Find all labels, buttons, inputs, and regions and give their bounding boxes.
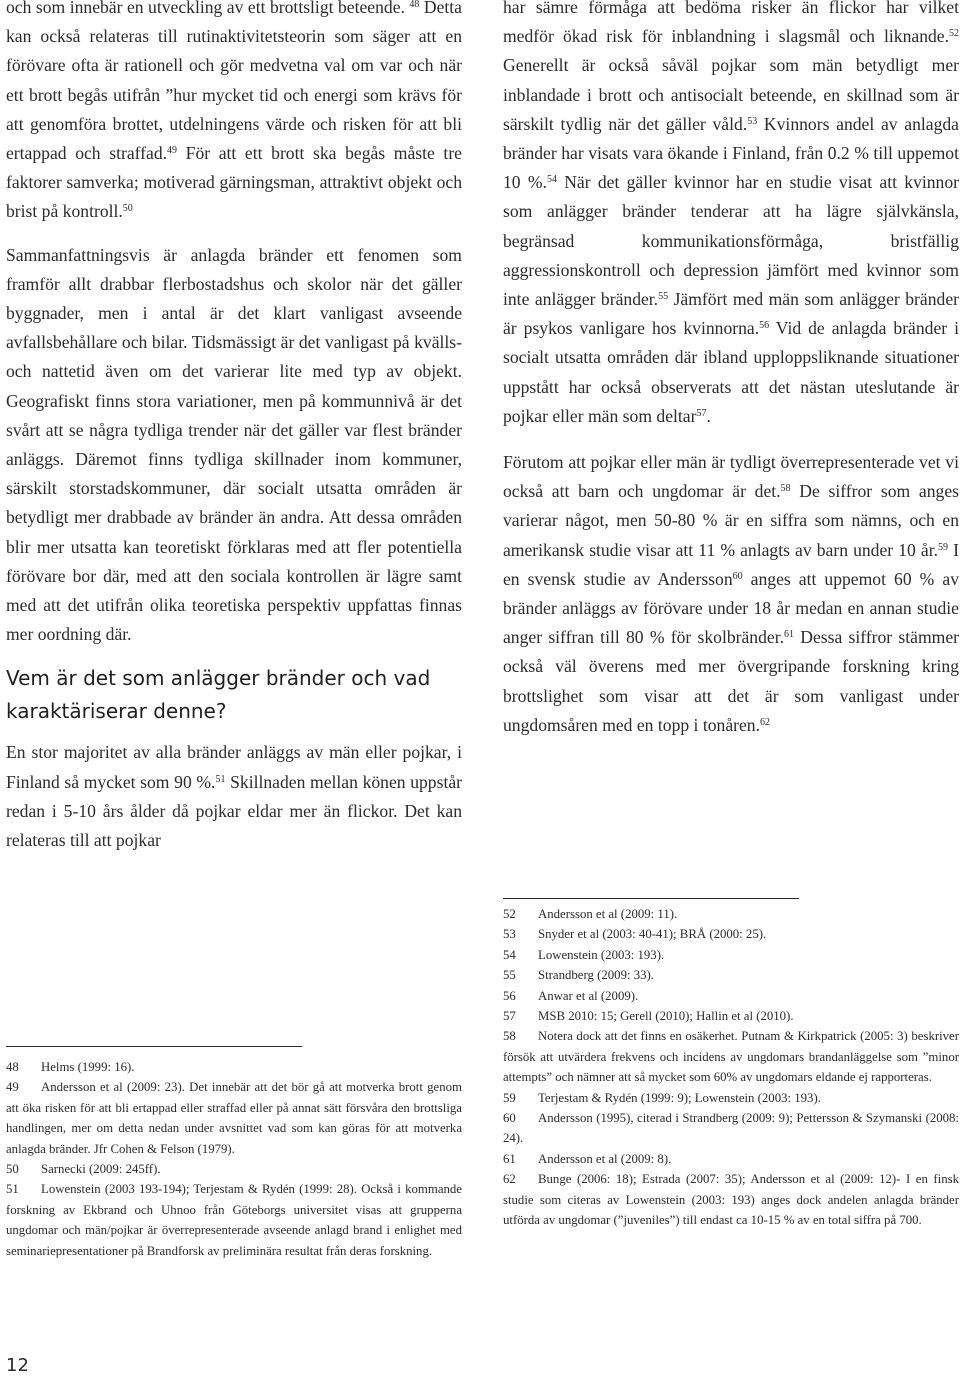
- footnote: 56 Anwar et al (2009).: [503, 988, 639, 1003]
- left-paragraph-1: och som innebär en utveckling av ett brottsligt beteende. $^{48}$ Detta kan också relateras till rutinaktivitetsteorin som säger att en förövare ofta är rationell och gör medvetna val om var och när ett brott begås utifrån ”hur mycket tid och energi som krävs för att genomföra brottet, utdelningens värde och risken för att bli ertappad och straffad.$^{49}$ För att ett brott ska begås måste tre faktorer samverka; motiverad gärningsman, attraktivt objekt och brist på kontroll.$^{50}$: [6, 0, 462, 222]
- right-paragraph-1: har sämre förmåga att bedöma risker än flickor har vilket medför ökad risk för inblandning i slagsmål och liknande.$^{52}$ Generellt är också såväl pojkar som män betydligt mer inblandade i brott och antisocialt beteende, en skillnad som är särskilt tydlig när det gäller våld.$^{53}$ Kvinnors andel av anlagda bränder har visats vara ökande i Finland, från 0.2 % till uppemot 10 %.$^{54}$ När det gäller kvinnor har en studie visat att kvinnor som anlägger bränder tenderar att ha lägre självkänsla, begränsad kommunikationsförmåga, bristfällig aggressionskontroll och depression jämfört med kvinnor som inte anlägger bränder.$^{55}$ Jämfört med män som anlägger bränder är psykos vanligare hos kvinnorna.$^{56}$ Vid de anlagda bränder i socialt utsatta områden där ibland upploppsliknande situationer uppstått har också observerats att det nästan uteslutande är pojkar eller män som deltar$^{57}$.: [503, 0, 960, 426]
- footnote: 60 Andersson (1995), citerad i Strandberg (2009: 9); Pettersson & Szymanski (2008: 24).: [503, 1111, 959, 1146]
- right-paragraph-2: Förutom att pojkar eller män är tydligt överrepresenterade vet vi också att barn och ungdomar är det.$^{58}$ De siffror som anges varierar något, men 50-80 % är en siffra som nämns, och en amerikansk studie visar att 11 % anlagts av barn under 10 år.$^{59}$ I en svensk studie av Andersson$^{60}$ anges att uppemot 60 % av bränder anläggs av förövare under 18 år medan en annan studie anger siffran till 80 % för skolbränder.$^{61}$ Dessa siffror stämmer också väl överens med mer övergripande forskning kring brottslighet som visar att det är som vanligast under ungdomsåren med en topp i tonåren.$^{62}$: [503, 452, 959, 735]
- footnote-ref[interactable]: 48: [409, 0, 420, 10]
- footnote-ref[interactable]: 59: [938, 541, 949, 553]
- footnote: 57 MSB 2010: 15; Gerell (2010); Hallin et al (2010).: [503, 1009, 794, 1024]
- footnote-divider: [503, 898, 799, 899]
- footnote-ref[interactable]: 62: [760, 716, 770, 728]
- footnote: 53 Snyder et al (2003: 40-41); BRÅ (2000: 25).: [503, 927, 767, 942]
- footnote: 48 Helms (1999: 16).: [6, 1060, 135, 1074]
- footnote-ref[interactable]: 55: [658, 291, 669, 303]
- footnotes-left: [6, 1057, 462, 1261]
- left-paragraph-2: Sammanfattningsvis är anlagda bränder ett fenomen som framför allt drabbar flerbostadshus och skolor när det gäller byggnader, men i antal är det klart vanligast avseende avfallsbehållare och bilar. Tidsmässigt är det vanligast på kvälls- och nattetid även om det varierar lite med typ av objekt. Geografiskt finns stora variationer, men på kommunnivå är det svårt att se några tydliga trender när det gäller var flest bränder anläggs. Däremot finns tydliga skillnader inom kommuner, särskilt storstadskommuner, där socialt utsatta områden är betydligt mer drabbade av bränder än andra. Att dessa områden blir mer utsatta kan teoretiskt förklaras med att fler potentiella förövare bor där, med att den sociala kontrollen är lägre samt med att det utifrån olika teoretiska perspektiv uppfattas finnas mer oordning där.: [6, 244, 462, 645]
- footnote-ref[interactable]: 54: [546, 174, 557, 186]
- footnote-ref[interactable]: 61: [783, 629, 794, 641]
- footnote: 62 Bunge (2006: 18); Estrada (2007: 35); Andersson et al (2009: 12)- I en finsk studie som citeras av Lowenstein (2003: 193) anges dock andelen anlagda bränder utförda av ungdomar (”juveniles”) till endast ca 10-15 % av en total siffra på 700.: [503, 1172, 959, 1228]
- footnote: 61 Andersson et al (2009: 8).: [503, 1151, 672, 1166]
- footnote: 50 Sarnecki (2009: 245ff).: [6, 1162, 161, 1177]
- footnote-ref[interactable]: 53: [747, 115, 758, 127]
- footnote: 51 Lowenstein (2003 193-194); Terjestam & Rydén (1999: 28). Också i kommande forskning av Ekbrand och Uhnoo från Göteborgs universitet visas att grupperna ungdomar och män/pojkar är överrepresenterade avseende anlagd brand i enlighet med seminariepresentationer på Brandforsk av preliminära resultat från deras forskning.: [6, 1182, 462, 1258]
- footnote-ref[interactable]: 58: [780, 483, 791, 495]
- footnote-ref[interactable]: 56: [759, 320, 770, 332]
- footnote: 59 Terjestam & Rydén (1999: 9); Lowenstein (2003: 193).: [503, 1090, 821, 1105]
- footnote: 55 Strandberg (2009: 33).: [503, 968, 654, 983]
- footnote-ref[interactable]: 50: [122, 203, 133, 215]
- section-heading: Vem är det som anlägger bränder och vad karaktäriserar denne?: [6, 666, 431, 724]
- footnote: 58 Notera dock att det finns en osäkerhet. Putnam & Kirkpatrick (2005: 3) beskriver försök att utvärdera frekvens och incidens av ungdomars brandanläggelse som ”minor attempts” och nämner att så mycket som 60% av ungdomars eldande ej rapporteras.: [503, 1029, 959, 1085]
- footnote-divider: [6, 1046, 302, 1047]
- footnote-ref[interactable]: 51: [215, 773, 226, 785]
- footnote-ref[interactable]: 49: [167, 145, 178, 157]
- left-column: [6, 0, 462, 855]
- page-number: 12: [6, 1355, 29, 1376]
- footnote-ref[interactable]: 52: [949, 28, 959, 40]
- footnote: 54 Lowenstein (2003: 193).: [503, 947, 665, 962]
- left-paragraph-3: En stor majoritet av alla bränder anläggs av män eller pojkar, i Finland så mycket som 90 %.$^{51}$ Skillnaden mellan könen uppstår redan i 5-10 års ålder då pojkar eldar mer än flickor. Det kan relateras till att pojkar: [6, 742, 463, 851]
- footnote: 49 Andersson et al (2009: 23). Det innebär att det bör gå att motverka brott genom att öka risken för att bli ertappad eller straffad eller på annat sätt försvåra den brottsliga handlingen, mer om detta nedan under avsnittet vad som kan göras för att motverka anlagda bränder. Jfr Cohen & Felson (1979).: [6, 1080, 462, 1156]
- footnotes-right: [503, 904, 959, 1231]
- footnote: 52 Andersson et al (2009: 11).: [503, 907, 678, 921]
- footnote-ref[interactable]: 60: [732, 570, 743, 582]
- footnote-ref[interactable]: 57: [696, 407, 707, 419]
- right-column: [503, 0, 959, 740]
